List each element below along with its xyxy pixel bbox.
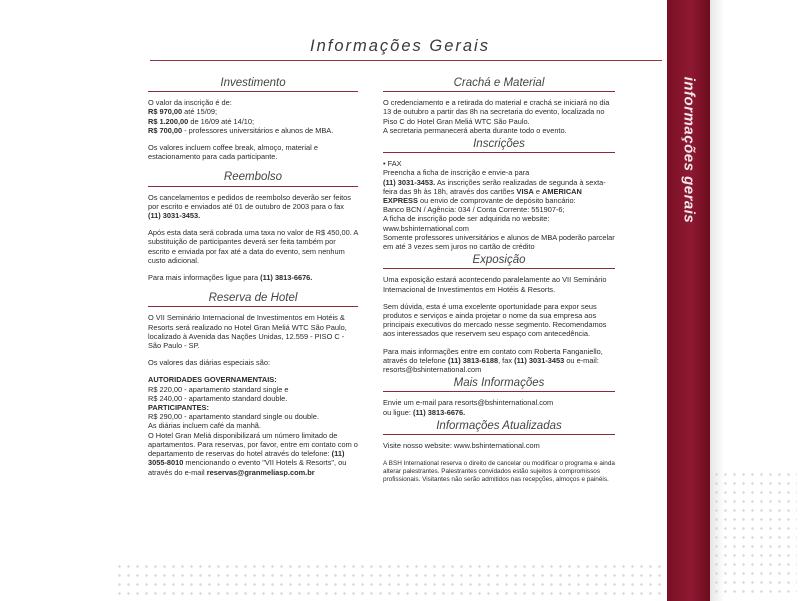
reembolso-p1-text: Os cancelamentos e pedidos de reembolso deverão ser feitos por escrito e enviados até 01 de outubro de 2003 para o fax bbox=[148, 192, 351, 211]
reserva-p3 bbox=[148, 431, 358, 477]
reserva-rates bbox=[148, 375, 358, 430]
price-3-text: - professores universitários e alunos de MBA. bbox=[184, 125, 334, 135]
exposicao-p3-text: Para mais informações entre em contato com Roberta Fanganiello, através do telefone bbox=[383, 346, 603, 365]
exposicao-p3 bbox=[383, 347, 615, 375]
investimento-intro: O valor da inscrição é de: bbox=[148, 98, 232, 108]
bank-info: Banco BCN / Agência: 034 / Conta Corrente: 551907-6; bbox=[383, 205, 565, 215]
cracha-p1: O credenciamento e a retirada do material e crachá se iniciará no dia 13 de outubro a partir das 8h na secretaria do evento, localizada no Piso C do Hotel Gran Meliá WTC São Paulo. bbox=[383, 98, 610, 126]
section-title-reserva: Reserva de Hotel bbox=[148, 294, 358, 307]
reembolso-phone: (11) 3813-6676. bbox=[260, 273, 313, 283]
section-title-cracha: Crachá e Material bbox=[383, 79, 615, 92]
left-column bbox=[148, 74, 358, 485]
page-title: Informações Gerais bbox=[310, 37, 490, 55]
exposicao-p2: Sem dúvida, esta é uma excelente oportunidade para expor seus produtos e serviços e ainda projetar o nome da sua empresa aos principais executivos do mercado nesse segmento. Recomendamos aos interessados que reservem seu espaço com antecedência. bbox=[383, 301, 607, 339]
reserva-p1: O VII Seminário Internacional de Investimentos em Hotéis & Resorts será realizado no Hotel Gran Meliá WTC São Paulo, localizado à Avenida das Nações Unidas, 12.559 - PISO C - São Paulo - SP. bbox=[148, 313, 347, 351]
reembolso-p2: Após esta data será cobrada uma taxa no valor de R$ 450,00. A substituição de participantes deverá ser feita também por escrito e enviada por fax até a data do evento, sem nenhum custo adicional. bbox=[148, 228, 358, 265]
inscricoes-line2c: ou envio de comprovante de depósito bancário: bbox=[419, 196, 576, 206]
mais-info-line1: Envie um e-mail para resorts@bshinternational.com bbox=[383, 398, 554, 408]
breakfast-note: As diárias incluem café da manhã. bbox=[148, 421, 261, 431]
investimento-includes: Os valores incluem coffee break, almoço, material e estacionamento para cada participante. bbox=[148, 143, 318, 162]
section-title-investimento: Investimento bbox=[148, 79, 358, 92]
price-1-value: R$ 970,00 bbox=[148, 107, 183, 117]
atualizadas-line1: Visite nosso website: www.bshinternational.com bbox=[383, 441, 540, 451]
fax-label: • FAX bbox=[383, 159, 402, 169]
inscricoes-line2a: As inscrições serão realizadas de segunda à sexta-feira das 9h às 18h, através dos cartões bbox=[383, 177, 606, 196]
mais-info-phone: (11) 3813-6676. bbox=[413, 407, 466, 417]
price-2-text: de 16/09 até 14/10; bbox=[190, 116, 255, 126]
exposicao-email-label: ou e-mail: bbox=[566, 355, 599, 365]
exposicao-email: resorts@bshinternational.com bbox=[383, 365, 482, 375]
reserva-p2: Os valores das diárias especiais são: bbox=[148, 358, 271, 368]
section-title-exposicao: Exposição bbox=[383, 256, 615, 269]
mais-info-line2-text: ou ligue: bbox=[383, 407, 411, 417]
hotel-email: reservas@granmeliasp.com.br bbox=[206, 467, 315, 477]
cracha-p2: A secretaria permanecerá aberta durante todo o evento. bbox=[383, 125, 567, 135]
dot-pattern-right bbox=[712, 470, 797, 598]
investimento-prices bbox=[148, 98, 358, 135]
hotel-phone: (11) 3055-8010 bbox=[148, 449, 345, 468]
inscricoes-line1: Preencha a ficha de inscrição e envie-a para bbox=[383, 168, 530, 178]
reembolso-p3-text: Para mais informações ligue para bbox=[148, 273, 259, 283]
side-tab-label: informações gerais bbox=[680, 76, 698, 224]
auth-line-1: R$ 220,00 - apartamento standard single e bbox=[148, 384, 289, 394]
reserva-p3-text: O Hotel Gran Meliá disponibilizará um número limitado de apartamentos. Para reservas, por favor, entre em contato com o departamento de reservas do hotel através do telefone: bbox=[148, 430, 358, 459]
reembolso-p1 bbox=[148, 193, 358, 221]
inscricoes-fax-number: (11) 3031-3453. bbox=[383, 177, 436, 187]
auth-line-2: R$ 240,00 - apartamento standard double. bbox=[148, 393, 288, 403]
section-title-atualizadas: Informações Atualizadas bbox=[383, 422, 615, 435]
website-line: A ficha de inscrição pode ser adquirida no website: bbox=[383, 214, 550, 224]
right-column bbox=[383, 74, 615, 492]
dot-pattern-bottom bbox=[115, 562, 667, 598]
price-row-2 bbox=[148, 117, 358, 126]
reembolso-p3 bbox=[148, 273, 358, 282]
cracha-text bbox=[383, 98, 615, 135]
exposicao-fax: (11) 3031-3453 bbox=[514, 355, 565, 365]
card-amex: AMERICAN EXPRESS bbox=[383, 186, 582, 206]
exposicao-p1: Uma exposição estará acontecendo paralelamente ao VII Seminário Internacional de Investimentos em Hotéis & Resorts. bbox=[383, 275, 607, 294]
price-2-value: R$ 1.200,00 bbox=[148, 116, 189, 126]
website-url: www.bshinternational.com bbox=[383, 223, 469, 233]
disclaimer: A BSH International reserva o direito de cancelar ou modificar o programa e ainda alterar palestrantes. Palestrantes convidados estão sujeitos à compromissos profissionais. Visitantes não serão admitidos nas recepções, almoços e painéis. bbox=[383, 460, 615, 484]
part-label: PARTICIPANTES: bbox=[148, 403, 209, 413]
mais-info-text bbox=[383, 398, 615, 416]
auth-label: AUTORIDADES GOVERNAMENTAIS: bbox=[148, 375, 277, 385]
side-tab-label-box bbox=[669, 76, 709, 224]
card-visa: VISA bbox=[516, 186, 534, 196]
reserva-p3-text2: mencionando o evento "VII Hotels & Resorts", ou através do e-mail bbox=[148, 458, 347, 477]
price-row-1 bbox=[148, 107, 358, 116]
price-3-value: R$ 700,00 bbox=[148, 125, 183, 135]
part-line-1: R$ 290,00 - apartamento standard single ou double. bbox=[148, 412, 319, 422]
exposicao-fax-label: , fax bbox=[498, 355, 513, 365]
inscricoes-line2b: e bbox=[535, 186, 540, 196]
reembolso-fax: (11) 3031-3453. bbox=[148, 211, 201, 221]
title-rule bbox=[150, 60, 662, 61]
inscricoes-text bbox=[383, 159, 615, 251]
exposicao-phone: (11) 3813-6188 bbox=[447, 355, 499, 365]
section-title-inscricoes: Inscrições bbox=[383, 140, 615, 153]
price-1-text: até 15/09; bbox=[184, 107, 218, 117]
section-title-mais-info: Mais Informações bbox=[383, 379, 615, 392]
professors-note: Somente professores universitários e alunos de MBA poderão parcelar em até 3 vezes sem juros no cartão de crédito bbox=[383, 232, 615, 252]
price-row-3 bbox=[148, 126, 358, 135]
section-title-reembolso: Reembolso bbox=[148, 173, 358, 186]
